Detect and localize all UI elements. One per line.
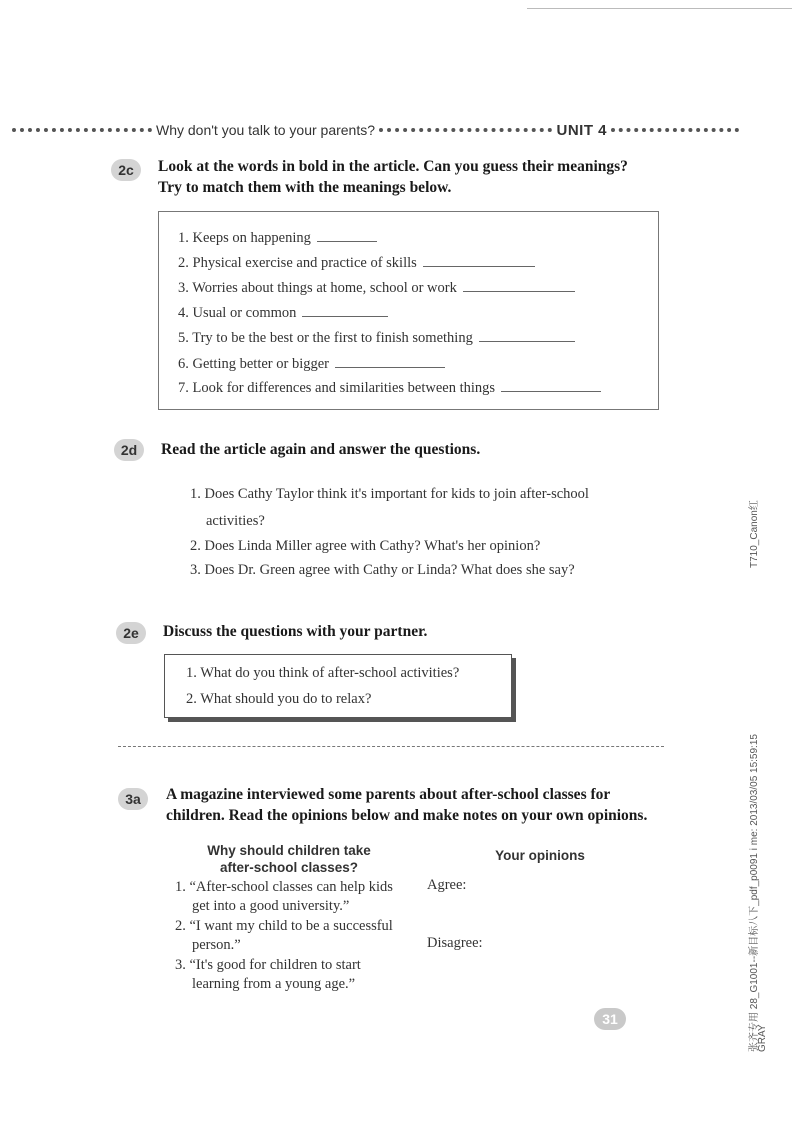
unit-label: UNIT 4	[556, 121, 607, 139]
header-dots-left	[12, 128, 152, 132]
instruction-2e: Discuss the questions with your partner.	[163, 623, 428, 640]
page-number: 31	[594, 1008, 626, 1030]
page-header	[8, 120, 743, 140]
top-edge-rule	[527, 8, 792, 9]
opinion-3-line1: 3. “It's good for children to start	[175, 957, 361, 973]
header-dots-middle	[379, 128, 552, 132]
margin-gray-label: GRAY	[757, 1024, 768, 1052]
your-opinions-heading: Your opinions	[495, 848, 585, 863]
answer-blank[interactable]	[423, 254, 535, 267]
question-2e-1: 1. What do you think of after-school activities?	[186, 665, 460, 681]
matching-item-4: 4. Usual or common	[178, 304, 388, 322]
instruction-2c-line1: Look at the words in bold in the article. Can you guess their meanings?	[158, 158, 628, 175]
opinions-column-heading: Why should children take after-school classes?	[207, 843, 371, 875]
lesson-title: Why don't you talk to your parents?	[156, 122, 376, 138]
question-2d-2: 2. Does Linda Miller agree with Cathy? What's her opinion?	[190, 538, 541, 554]
opinion-3-line2: learning from a young age.”	[192, 976, 356, 992]
answer-blank[interactable]	[335, 355, 445, 368]
margin-scanner-tag: T710_Canon红	[749, 500, 760, 568]
instruction-3a-line2: children. Read the opinions below and make notes on your own opinions.	[166, 807, 648, 824]
opinion-2-line2: person.”	[192, 937, 241, 953]
matching-item-5: 5. Try to be the best or the first to finish something	[178, 329, 575, 347]
section-badge-2e: 2e	[116, 622, 146, 644]
answer-blank[interactable]	[317, 229, 377, 242]
matching-item-1: 1. Keeps on happening	[178, 229, 377, 247]
question-2d-1-line2: activities?	[206, 513, 265, 529]
instruction-2c-line2: Try to match them with the meanings below.	[158, 179, 452, 196]
section-badge-2d: 2d	[114, 439, 144, 461]
section-badge-2c: 2c	[111, 159, 141, 181]
answer-blank[interactable]	[501, 379, 601, 392]
instruction-3a-line1: A magazine interviewed some parents about after-school classes for	[166, 786, 611, 803]
section-divider	[118, 746, 664, 747]
matching-item-7: 7. Look for differences and similarities between things	[178, 379, 601, 397]
opinion-2-line1: 2. “I want my child to be a successful	[175, 918, 393, 934]
matching-item-6: 6. Getting better or bigger	[178, 355, 445, 373]
question-2d-1-line1: 1. Does Cathy Taylor think it's important for kids to join after-school	[190, 486, 589, 502]
instruction-3a	[166, 784, 647, 826]
answer-blank[interactable]	[302, 304, 388, 317]
matching-item-3: 3. Worries about things at home, school or work	[178, 279, 575, 297]
margin-print-info: 张齐专用 28_G1001--新目标八下_pdf_p0091 i me: 2013/03/05 15:59:15	[749, 734, 760, 1052]
opinion-1-line1: 1. “After-school classes can help kids	[175, 879, 393, 895]
discussion-box	[164, 654, 512, 718]
answer-blank[interactable]	[463, 279, 575, 292]
disagree-label: Disagree:	[427, 935, 483, 951]
header-dots-right	[611, 128, 739, 132]
answer-blank[interactable]	[479, 329, 575, 342]
question-2d-3: 3. Does Dr. Green agree with Cathy or Linda? What does she say?	[190, 562, 575, 578]
matching-item-2: 2. Physical exercise and practice of skills	[178, 254, 535, 272]
section-badge-3a: 3a	[118, 788, 148, 810]
question-2e-2: 2. What should you do to relax?	[186, 691, 372, 707]
opinion-1-line2: get into a good university.”	[192, 898, 350, 914]
agree-label: Agree:	[427, 877, 467, 893]
instruction-2d: Read the article again and answer the questions.	[161, 441, 481, 458]
instruction-2c	[158, 156, 628, 198]
